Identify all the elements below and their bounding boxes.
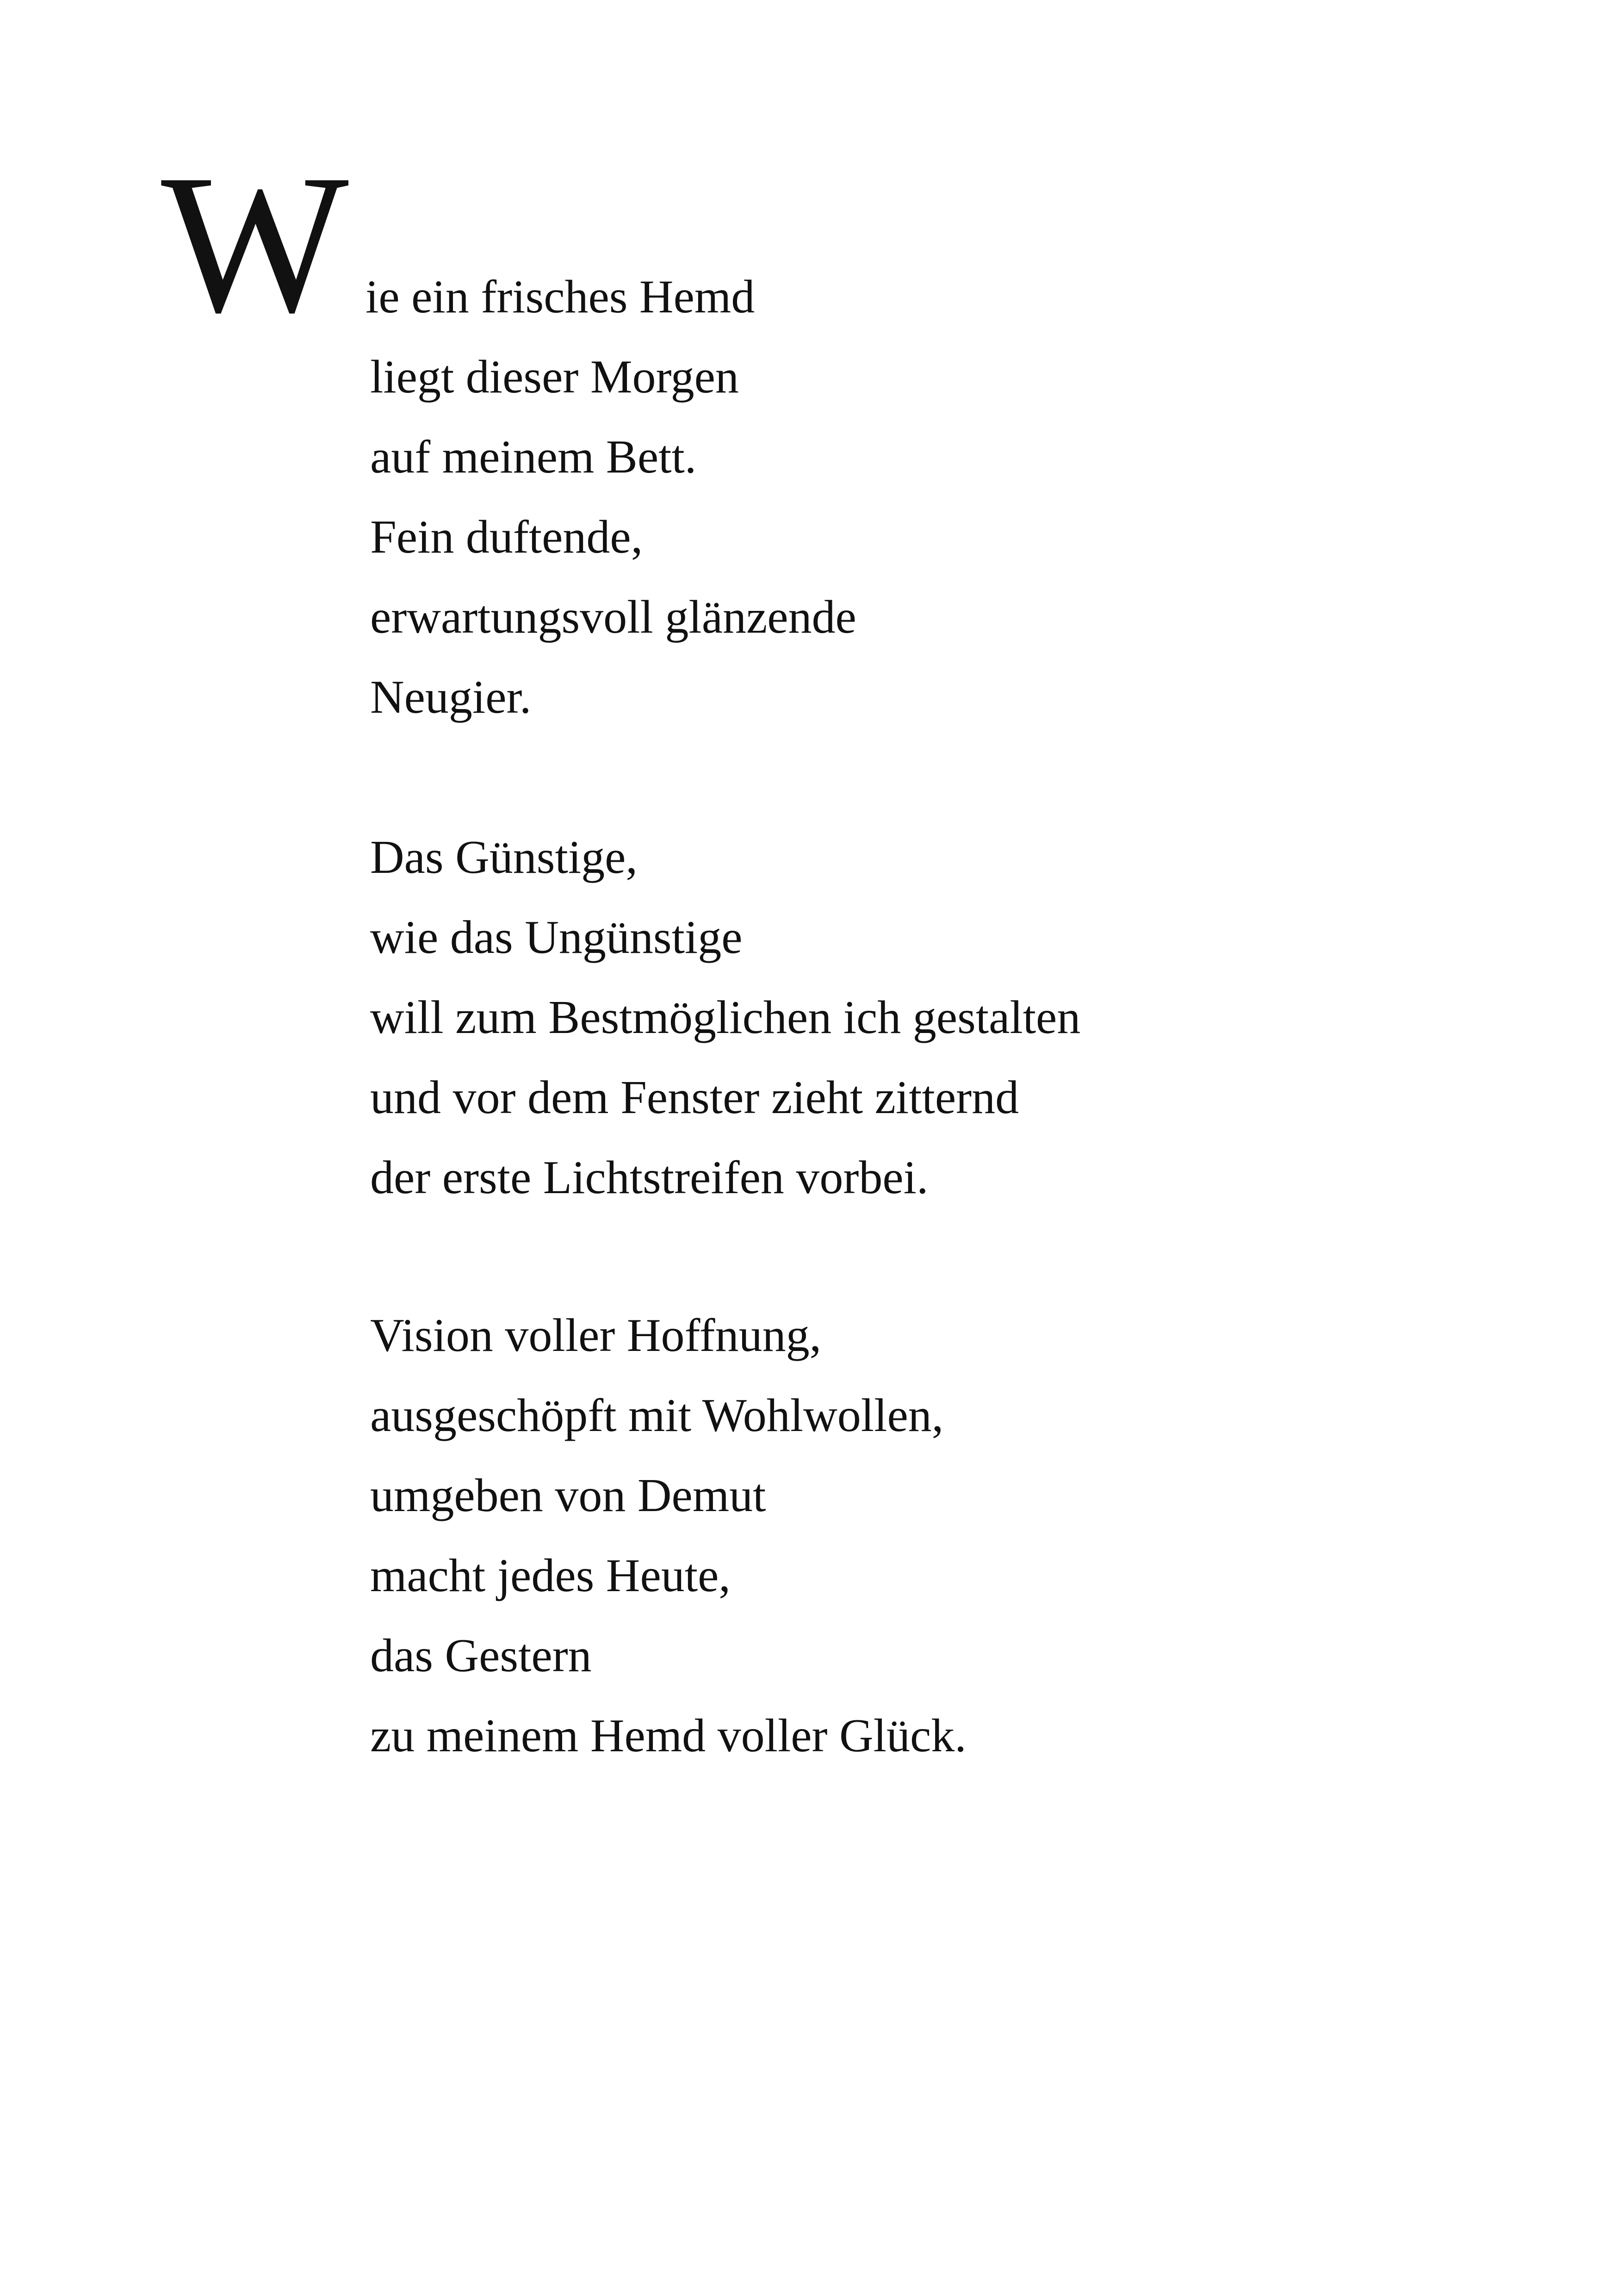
- poem-line: macht jedes Heute,: [370, 1549, 731, 1602]
- poem-line: das Gestern: [370, 1630, 592, 1682]
- poem-line: Neugier.: [370, 671, 532, 723]
- drop-cap: W: [161, 134, 344, 354]
- poem-first-line: ie ein frisches Hemd: [366, 271, 755, 323]
- poem-line: zu meinem Hemd voller Glück.: [370, 1710, 967, 1762]
- poem-line: auf meinem Bett.: [370, 431, 697, 483]
- poem-line: der erste Lichtstreifen vorbei.: [370, 1151, 929, 1204]
- poem-line: Fein duftende,: [370, 511, 643, 563]
- stanza-3: [370, 1295, 967, 1776]
- poem-line: und vor dem Fenster zieht zitternd: [370, 1071, 1019, 1124]
- poem-line: wie das Ungünstige: [370, 911, 743, 964]
- poem-line: erwartungsvoll glänzende: [370, 591, 856, 643]
- poem-line: will zum Bestmöglichen ich gestalten: [370, 991, 1081, 1044]
- poem-line: Vision voller Hoffnung,: [370, 1309, 822, 1362]
- poem-line: ausgeschöpft mit Wohlwollen,: [370, 1389, 944, 1442]
- stanza-2: [370, 817, 1080, 1218]
- poem-line: liegt dieser Morgen: [370, 351, 739, 403]
- stanza-1: [370, 337, 856, 737]
- poem-line: umgeben von Demut: [370, 1469, 766, 1522]
- poem-line: Das Günstige,: [370, 831, 638, 884]
